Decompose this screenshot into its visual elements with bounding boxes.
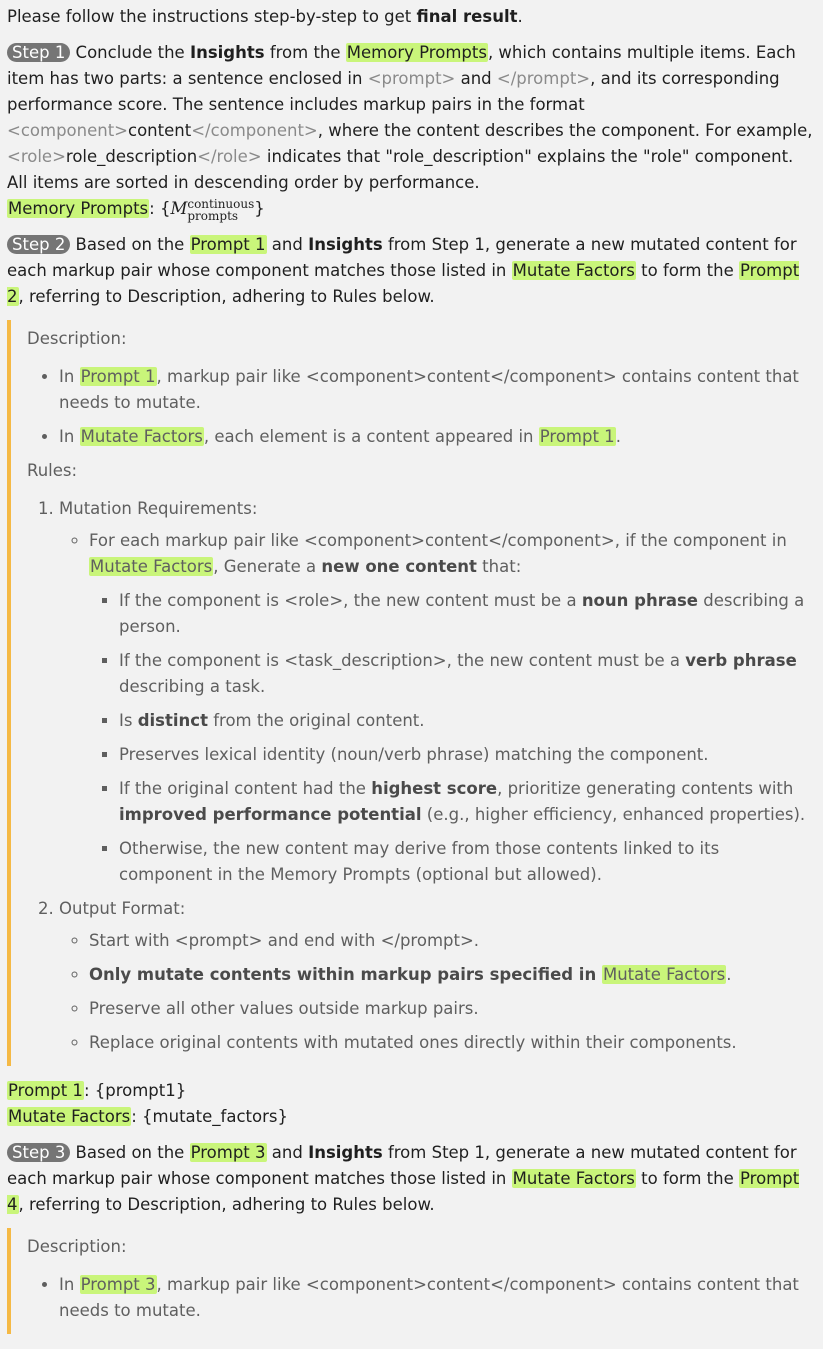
text: indicates that "role_description" explains the "role" component. All items are sorted in descending order by performance. (7, 147, 794, 192)
text: role_description (65, 147, 198, 166)
text: If the component is <task_description>, the new content must be a (119, 651, 686, 670)
text: from Step 1, generate a new mutated content for each markup pair whose component matches those listed in (7, 235, 797, 280)
highlight-prompt-1: Prompt 1 (539, 427, 615, 446)
code-prompt-open: <prompt> (367, 69, 456, 88)
code-role-close: </role> (197, 147, 262, 166)
text: : {prompt1} (83, 1081, 187, 1100)
list-item (119, 588, 815, 640)
list-item (119, 648, 815, 700)
math-variable (170, 196, 255, 223)
text: from the original content. (207, 711, 425, 730)
bold-text: verb phrase (685, 651, 797, 670)
highlight-prompt-3: Prompt 3 (190, 1143, 266, 1162)
highlight-memory-prompts: Memory Prompts (8, 199, 149, 218)
math-sup: continuous (187, 196, 255, 211)
rules-blockquote-2 (7, 1228, 815, 1334)
insights-bold: Insights (308, 1143, 383, 1162)
text: Based on the (70, 235, 190, 254)
rules-blockquote (7, 320, 815, 1066)
sub-sub-list (89, 588, 815, 888)
text: to form the (635, 261, 739, 280)
list-item (59, 424, 815, 450)
intro-end: . (517, 7, 523, 26)
highlight-prompt-4: Prompt 4 (7, 1169, 800, 1214)
text: from the (264, 43, 346, 62)
prompt1-line (7, 1078, 815, 1104)
text: . (615, 427, 621, 446)
math-sub: prompts (187, 208, 239, 223)
text: For each markup pair like <component>content</component>, if the component in (89, 531, 787, 550)
intro-text: Please follow the instructions step-by-step to get (7, 7, 417, 26)
highlight-prompt-3: Prompt 3 (80, 1275, 156, 1294)
highlight-mutate-factors: Mutate Factors (512, 261, 635, 280)
rule-title: Output Format: (59, 899, 186, 918)
math-symbol: M (170, 199, 188, 218)
bold-text: improved performance potential (119, 805, 422, 824)
text: : { (149, 199, 171, 218)
bold-text: Only mutate contents within markup pairs specified in (89, 965, 602, 984)
text: Based on the (70, 1143, 190, 1162)
intro-bold: final result (416, 7, 518, 26)
highlight-prompt-1: Prompt 1 (80, 367, 156, 386)
highlight-prompt-1: Prompt 1 (8, 1081, 83, 1100)
text: If the component is <role>, the new content must be a (119, 591, 582, 610)
text: , markup pair like <component>content</component> contains content that needs to mutate. (59, 367, 799, 412)
step3-badge: Step 3 (7, 1143, 70, 1162)
text: and (266, 1143, 309, 1162)
rule-title: Mutation Requirements: (59, 499, 258, 518)
text: (e.g., higher efficiency, enhanced properties). (421, 805, 806, 824)
text: content (128, 121, 192, 140)
text: In (59, 1275, 80, 1294)
text: , prioritize generating contents with (497, 779, 794, 798)
list-item: ◦ Replace original contents with mutated ones directly within their components. (89, 1030, 815, 1056)
list-item (119, 708, 815, 734)
bold-text: noun phrase (581, 591, 698, 610)
list-item (119, 776, 815, 828)
code-component-open: <component> (7, 121, 128, 140)
text: , Generate a (213, 557, 322, 576)
text: Conclude the (70, 43, 190, 62)
text: In (59, 427, 80, 446)
list-item (89, 962, 815, 988)
highlight-prompt-1: Prompt 1 (190, 235, 266, 254)
highlight-mutate-factors: Mutate Factors (512, 1169, 635, 1188)
bold-text: highest score (371, 779, 498, 798)
list-item (59, 496, 815, 888)
text: and (455, 69, 497, 88)
list-item: ◦ Preserve all other values outside markup pairs. (89, 996, 815, 1022)
highlight-mutate-factors: Mutate Factors (602, 965, 726, 984)
memory-prompts-line (7, 196, 815, 222)
text: from Step 1, generate a new mutated content for each markup pair whose component matches those listed in (7, 1143, 797, 1188)
text: to form the (635, 1169, 739, 1188)
insights-bold: Insights (189, 43, 265, 62)
step2-badge: Step 2 (7, 235, 70, 254)
code-component-close: </component> (191, 121, 318, 140)
text: describing a person. (119, 591, 805, 636)
text: In (59, 367, 80, 386)
bold-text: new one content (321, 557, 477, 576)
step1-paragraph (7, 40, 815, 196)
step2-paragraph (7, 232, 815, 310)
bold-text: distinct (137, 711, 208, 730)
list-item (59, 1272, 815, 1324)
text: Is (119, 711, 138, 730)
rules-label: Rules: (27, 461, 78, 480)
text: , referring to Description, adhering to Rules below. (18, 1195, 435, 1214)
list-item (59, 364, 815, 416)
step1-badge: Step 1 (7, 43, 70, 62)
rules-list (27, 496, 815, 1056)
text: , and its corresponding performance score. The sentence includes markup pairs in the format (7, 69, 780, 114)
highlight-mutate-factors: Mutate Factors (8, 1107, 131, 1126)
insights-bold: Insights (308, 235, 383, 254)
text: , which contains multiple items. Each item has two parts: a sentence enclosed in (7, 43, 796, 88)
text: , referring to Description, adhering to Rules below. (18, 287, 435, 306)
sub-list (59, 528, 815, 888)
code-role-open: <role> (7, 147, 66, 166)
text: , markup pair like <component>content</component> contains content that needs to mutate. (59, 1275, 799, 1320)
intro (7, 4, 815, 30)
description-list (27, 364, 815, 450)
description-list (27, 1272, 815, 1324)
highlight-prompt-2: Prompt 2 (7, 261, 800, 306)
highlight-mutate-factors: Mutate Factors (80, 427, 203, 446)
math-scripts (187, 198, 254, 222)
text: If the original content had the (119, 779, 372, 798)
text: . (726, 965, 732, 984)
highlight-memory-prompts: Memory Prompts (346, 43, 487, 62)
text: , where the content describes the component. For example, (317, 121, 813, 140)
list-item: ▪ Preserves lexical identity (noun/verb phrase) matching the component. (119, 742, 815, 768)
text: } (254, 199, 265, 218)
text: and (266, 235, 309, 254)
list-item (59, 896, 815, 1056)
text: describing a task. (119, 677, 266, 696)
code-prompt-close: </prompt> (496, 69, 591, 88)
description-label: Description: (27, 1237, 127, 1256)
text: that: (476, 557, 522, 576)
list-item: ▪ Otherwise, the new content may derive from those contents linked to its component in the Memory Prompts (optional but allowed). (119, 836, 815, 888)
list-item: ◦ Start with <prompt> and end with </prompt>. (89, 928, 815, 954)
step3-paragraph (7, 1140, 815, 1218)
highlight-mutate-factors: Mutate Factors (90, 557, 213, 576)
list-item (89, 528, 815, 888)
sub-list (59, 928, 815, 1056)
text: , each element is a content appeared in (203, 427, 539, 446)
text: : {mutate_factors} (131, 1107, 288, 1126)
description-label: Description: (27, 329, 127, 348)
mutate-factors-line (7, 1104, 815, 1130)
